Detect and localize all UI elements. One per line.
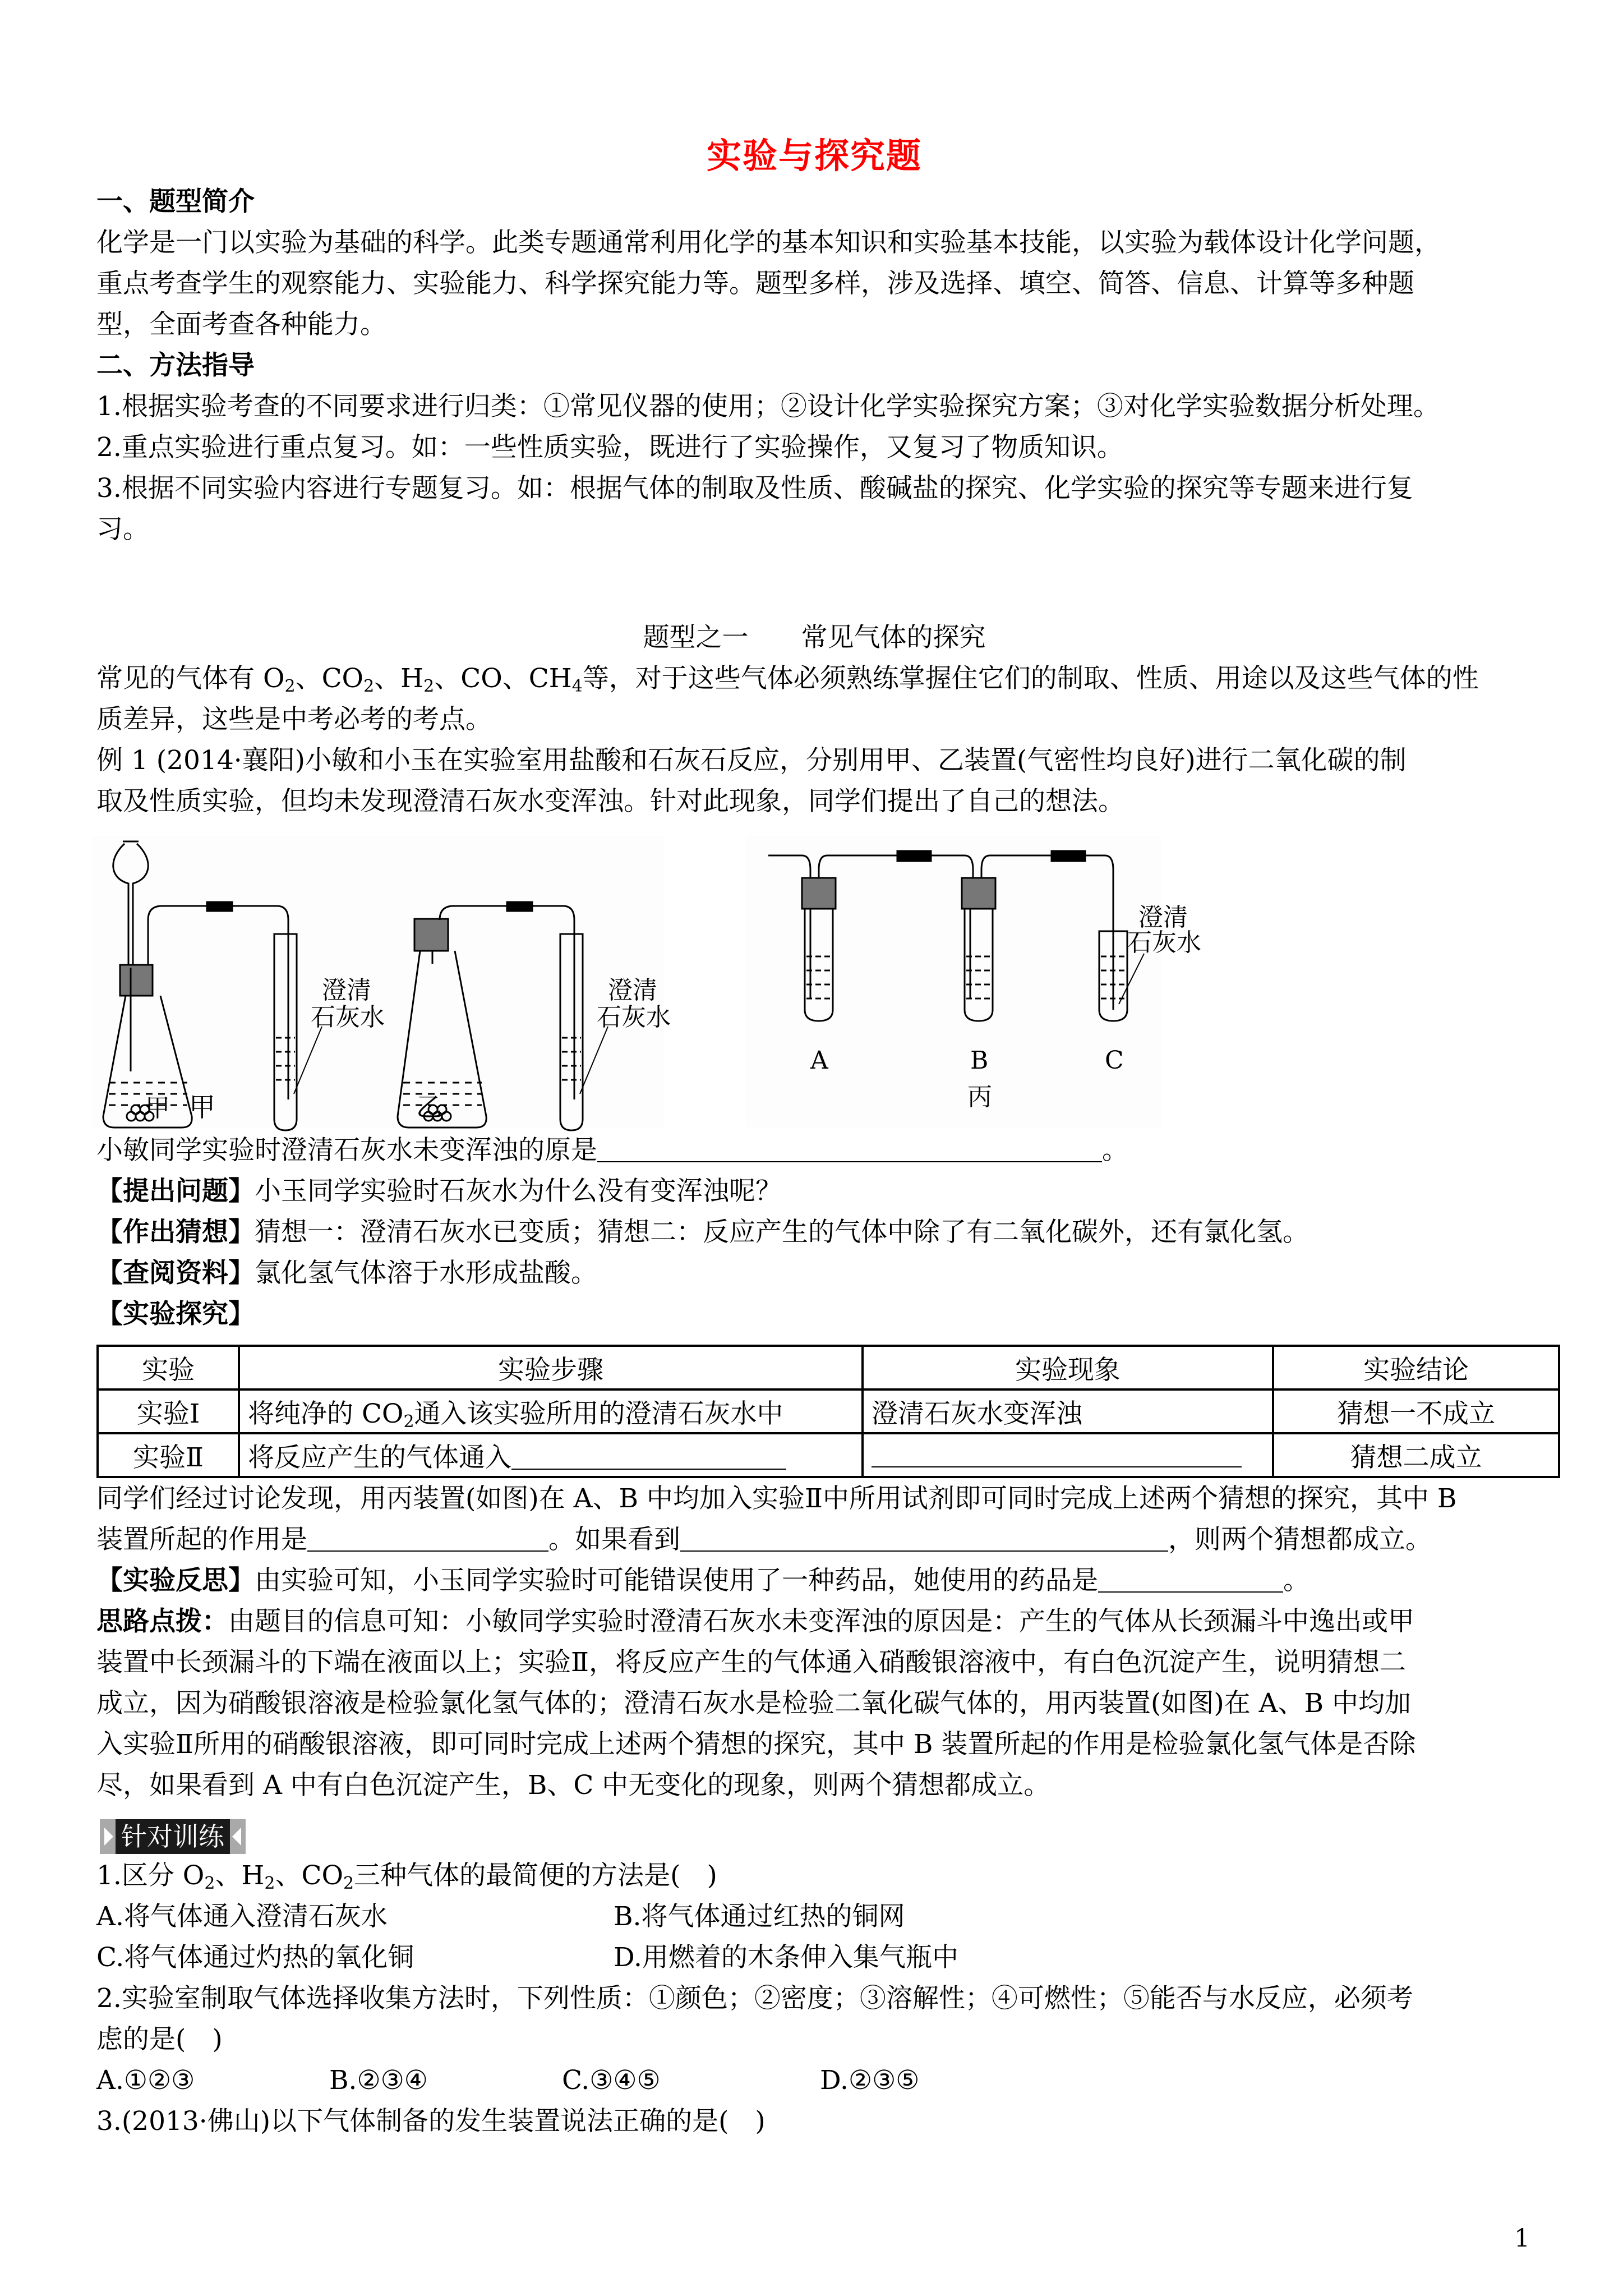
limewater-label: 澄清 [322,976,371,1005]
page-number: 1 [1514,2224,1530,2253]
option-b[interactable]: B.②③④ [329,2065,428,2096]
hint-line: 装置中长颈漏斗的下端在液面以上；实验Ⅱ，将反应产生的气体通入硝酸银溶液中，有白色沉淀产生，说明猜想二 [96,1647,1406,1678]
option-a[interactable]: A.将气体通入澄清石灰水 [96,1901,388,1932]
apparatus-figure-bing [746,836,1201,1128]
raise-question: 【提出问题】小玉同学实验时石灰水为什么没有变浑浊呢？ [96,1176,782,1207]
explore-heading: 【实验探究】 [96,1299,255,1329]
question-reason: 小敏同学实验时澄清石灰水未变浑浊的原是 。 [96,1135,1128,1166]
option-c[interactable]: C.将气体通过灼热的氧化铜 [96,1942,414,1973]
experiment-phenomenon: 澄清石灰水变浑浊 [863,1389,1273,1433]
discussion-line: 装置所起的作用是 。如果看到 ，则两个猜想都成立。 [96,1524,1432,1555]
experiment-step: 将反应产生的气体通入 [239,1433,863,1477]
table-header: 实验步骤 [239,1346,863,1389]
option-d[interactable]: D.②③⑤ [820,2065,920,2096]
experiment-step: 将纯净的 $CO_2$通入该实验所用的澄清石灰水中 [239,1389,863,1433]
experiment-name: 实验Ⅰ [98,1389,239,1433]
experiment-name: 实验Ⅱ [98,1433,239,1477]
limewater-label: 澄清 [608,976,657,1005]
limewater-label: 石灰水 [597,1003,671,1032]
experiment-table [96,1345,1560,1478]
hint-line: 尽，如果看到 A 中有白色沉淀产生，B、C 中无变化的现象，则两个猜想都成立。 [96,1770,1050,1801]
triangle-left-icon [232,1828,241,1846]
hint-line: 入实验Ⅱ所用的硝酸银溶液，即可同时完成上述两个猜想的探究，其中 B 装置所起的作用是检验氯化氢气体是否除 [96,1729,1416,1760]
question-3: 3.(2013·佛山)以下气体制备的发生装置说法正确的是( ) [96,2106,766,2137]
discussion-line: 同学们经过讨论发现，用丙装置(如图)在 A、B 中均加入实验Ⅱ中所用试剂即可同时完成上述两个猜想的探究，其中 B [96,1483,1457,1514]
section-heading-method: 二、方法指导 [96,350,255,381]
topic-intro-line: 质差异，这些是中考必考的考点。 [96,704,492,735]
tube-label-a: A [810,1046,828,1075]
hint-line: 成立，因为硝酸银溶液是检验氯化氢气体的；澄清石灰水是检验二氧化碳气体的，用丙装置(如图)在 A、B 中均加 [96,1688,1412,1719]
tube-label-b: B [970,1046,989,1075]
page-title: 实验与探究题 [706,135,922,176]
table-header: 实验现象 [863,1346,1273,1389]
method-line: 习。 [96,514,149,545]
hint-line: 思路点拨：由题目的信息可知：小敏同学实验时澄清石灰水未变浑浊的原因是：产生的气体从长颈漏斗中逸出或甲 [96,1606,1414,1637]
option-d[interactable]: D.用燃着的木条伸入集气瓶中 [614,1942,958,1973]
example-line: 例 1 (2014·襄阳)小敏和小玉在实验室用盐酸和石灰石反应，分别用甲、乙装置(气密性均良好)进行二氧化碳的制 [96,745,1407,776]
answer-blank[interactable] [511,1443,786,1470]
topic-heading: 题型之一 常见气体的探究 [643,622,986,653]
apparatus-label-bing: 丙 [967,1083,992,1111]
answer-blank[interactable] [597,1135,1102,1162]
topic-intro-line: 常见的气体有 $O_2$、$CO_2$、$H_2$、CO、$CH_4$等，对于这些气体必须熟练掌握住它们的制取、性质、用途以及这些气体的性 [96,663,1479,696]
hypothesis: 【作出猜想】猜想一：澄清石灰水已变质；猜想二：反应产生的气体中除了有二氧化碳外，还有氯化氢。 [96,1217,1309,1248]
option-c[interactable]: C.③④⑤ [562,2065,661,2096]
section-heading-intro: 一、题型简介 [96,186,255,217]
limewater-label: 石灰水 [311,1003,385,1032]
apparatus-label-jia: 甲 [189,1092,215,1123]
intro-line: 重点考查学生的观察能力、实验能力、科学探究能力等。题型多样，涉及选择、填空、简答、信息、计算等多种题 [96,268,1414,299]
answer-blank[interactable] [307,1525,548,1552]
table-header: 实验 [98,1346,239,1389]
tube-label-c: C [1105,1046,1124,1075]
question-2: 虑的是( ) [96,2024,223,2055]
training-badge: 针对训练 [100,1819,246,1854]
method-line: 3.根据不同实验内容进行专题复习。如：根据气体的制取及性质、酸碱盐的探究、化学实验的探究等专题来进行复 [96,473,1413,504]
option-b[interactable]: B.将气体通过红热的铜网 [614,1901,905,1932]
table-header-row [98,1346,1559,1389]
apparatus-label-yi: 乙 [416,1092,442,1123]
intro-line: 型，全面考查各种能力。 [96,309,386,340]
experiment-conclusion: 猜想二成立 [1273,1433,1559,1477]
question-1: 1.区分 $O_2$、$H_2$、$CO_2$三种气体的最简便的方法是( ) [96,1860,717,1893]
table-header: 实验结论 [1273,1346,1559,1389]
method-line: 2.重点实验进行重点复习。如：一些性质实验，既进行了实验操作，又复习了物质知识。 [96,432,1123,463]
apparatus-label-jia: 甲 [145,1094,170,1122]
table-row [98,1389,1559,1433]
experiment-phenomenon [863,1433,1273,1477]
triangle-right-icon [104,1828,113,1846]
apparatus-figure-jia-yi [92,836,671,1128]
limewater-label: 石灰水 [1127,928,1201,957]
option-a[interactable]: A.①②③ [96,2065,195,2096]
stopper-a [802,878,836,909]
reflection: 【实验反思】由实验可知，小玉同学实验时可能错误使用了一种药品，她使用的药品是 。 [96,1565,1310,1596]
answer-blank[interactable] [872,1441,1242,1467]
stopper-b [962,878,995,909]
example-line: 取及性质实验，但均未发现澄清石灰水变浑浊。针对此现象，同学们提出了自己的想法。 [96,786,1124,817]
experiment-conclusion: 猜想一不成立 [1273,1389,1559,1433]
answer-blank[interactable] [1098,1566,1283,1593]
reference-info: 【查阅资料】氯化氢气体溶于水形成盐酸。 [96,1258,597,1289]
question-2: 2.实验室制取气体选择收集方法时，下列性质：①颜色；②密度；③溶解性；④可燃性；⑤能否与水反应，必须考 [96,1983,1413,2014]
limewater-label: 澄清 [1138,903,1188,932]
table-row [98,1433,1559,1477]
answer-blank[interactable] [680,1525,1168,1552]
intro-line: 化学是一门以实验为基础的科学。此类专题通常利用化学的基本知识和实验基本技能，以实验为载体设计化学问题， [96,227,1441,258]
method-line: 1.根据实验考查的不同要求进行归类：①常见仪器的使用；②设计化学实验探究方案；③对化学实验数据分析处理。 [96,391,1440,422]
